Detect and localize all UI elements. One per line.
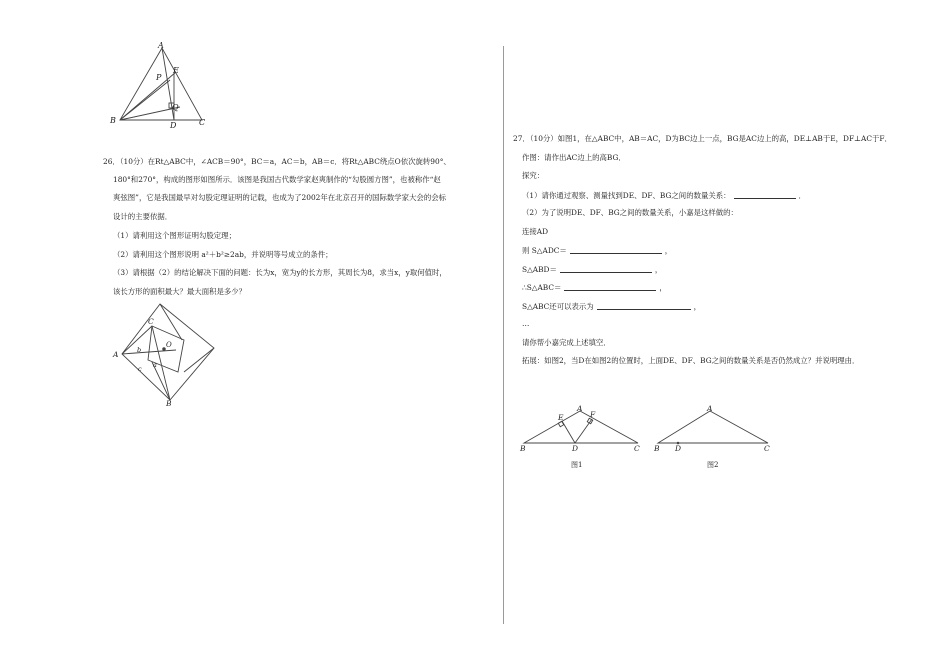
q27-s-abd-text: S△ABD＝ — [522, 265, 557, 274]
label-side-c: c — [138, 365, 142, 373]
figure-1 — [518, 403, 648, 455]
q27-explore: 探究： — [522, 171, 545, 180]
q27-s-abc-alt-end: ， — [693, 302, 702, 311]
q27-s-adc-text: 则 S△ADC＝ — [522, 246, 567, 255]
q27-s-abc-alt — [522, 301, 701, 312]
label-c: C — [764, 444, 770, 453]
label-b: B — [110, 116, 116, 125]
q27-line-1: 27．（10分）如图1，在△ABC中，AB＝AC，D为BC边上一点，BG是AC边上的高，DE⊥AB于E，DF⊥AC于F． — [513, 134, 892, 143]
label-f: F — [590, 410, 596, 419]
answer-blank-3[interactable] — [560, 264, 652, 273]
q27-ellipsis: … — [522, 319, 530, 328]
label-a: A — [113, 350, 119, 359]
q27-part-1-text: （1）请你通过观察、测量找到DE、DF、BG之间的数量关系： — [522, 191, 731, 200]
q26-line-2: 180°和270°，构成的图形如图所示．该图是我国古代数学家赵爽制作的“勾股圆方图”，也被称作“赵 — [113, 175, 441, 184]
q26-line-3: 爽弦图”，它是我国最早对勾股定理证明的记载，也成为了2002年在北京召开的国际数学家大会的会标 — [113, 193, 446, 202]
label-side-b: b — [137, 346, 142, 354]
q26-part-1: （1）请利用这个图形证明勾股定理； — [113, 231, 236, 240]
q26-part-3-cont: 该长方形的面积最大？最大面积是多少？ — [113, 287, 247, 296]
label-d: D — [572, 444, 579, 453]
figure-2-caption: 图2 — [707, 461, 719, 469]
label-d: D — [170, 121, 177, 130]
q26-part-3: （3）请根据（2）的结论解决下面的问题：长为x，宽为y的长方形，其周长为8，求当x，y取何值时， — [113, 268, 447, 277]
label-q: Q — [172, 103, 179, 112]
q27-s-abd-end: ， — [654, 265, 663, 274]
label-c: C — [634, 444, 640, 453]
label-a: A — [577, 404, 583, 413]
q27-s-abc-alt-text: S△ABC还可以表示为 — [522, 302, 594, 311]
answer-blank-4[interactable] — [564, 282, 656, 291]
label-d: D — [675, 444, 682, 453]
q27-s-adc — [522, 245, 672, 256]
label-o: O — [166, 341, 172, 349]
label-a: A — [707, 404, 713, 413]
label-c: C — [199, 118, 206, 127]
q27-s-abc-text: ∴S△ABC＝ — [522, 283, 562, 292]
label-e: E — [173, 66, 179, 75]
q27-part-1-end: ． — [798, 191, 806, 200]
column-divider — [503, 46, 504, 624]
label-b: B — [654, 444, 660, 453]
label-b: B — [520, 444, 526, 453]
figure-triangle-apq — [108, 42, 218, 130]
q27-s-abc-end: ， — [659, 283, 667, 292]
figure-1-caption: 图1 — [571, 461, 583, 469]
label-p: P — [156, 73, 162, 82]
label-a: A — [158, 42, 164, 50]
figure-2 — [652, 403, 774, 455]
q26-part-2: （2）请利用这个图形说明 a²＋b²≥2ab，并说明等号成立的条件； — [113, 250, 333, 259]
label-c: C — [148, 317, 154, 326]
q27-s-abc — [522, 282, 667, 293]
label-b: B — [166, 399, 172, 406]
q27-part-1 — [522, 190, 806, 201]
q27-part-2: （2）为了说明DE、DF、BG之间的数量关系，小嘉是这样做的： — [522, 208, 738, 217]
answer-blank-5[interactable] — [597, 301, 691, 310]
q26-line-1: 26．（10分）在Rt△ABC中，∠ACB＝90°，BC＝a，AC＝b，AB＝c．将Rt△ABC绕点O依次旋转90°、 — [103, 157, 451, 166]
label-e: E — [558, 413, 564, 422]
label-side-a: a — [153, 361, 157, 369]
q27-s-adc-end: ， — [664, 246, 673, 255]
q27-connect: 连接AD — [522, 227, 549, 236]
figure-zhao-shuang-diagram — [112, 300, 222, 406]
answer-blank-2[interactable] — [570, 245, 662, 254]
q27-extension: 拓展：如图2，当D在如图2的位置时，上面DE、DF、BG之间的数量关系是否仍然成立？并说明理由． — [522, 356, 860, 365]
q26-line-4: 设计的主要依据． — [113, 212, 173, 221]
q27-fill-in: 请你帮小嘉完成上述填空． — [522, 338, 611, 347]
q27-s-abd — [522, 264, 662, 275]
q27-draw: 作图：请作出AC边上的高BG． — [522, 153, 626, 162]
answer-blank-1[interactable] — [734, 190, 796, 199]
